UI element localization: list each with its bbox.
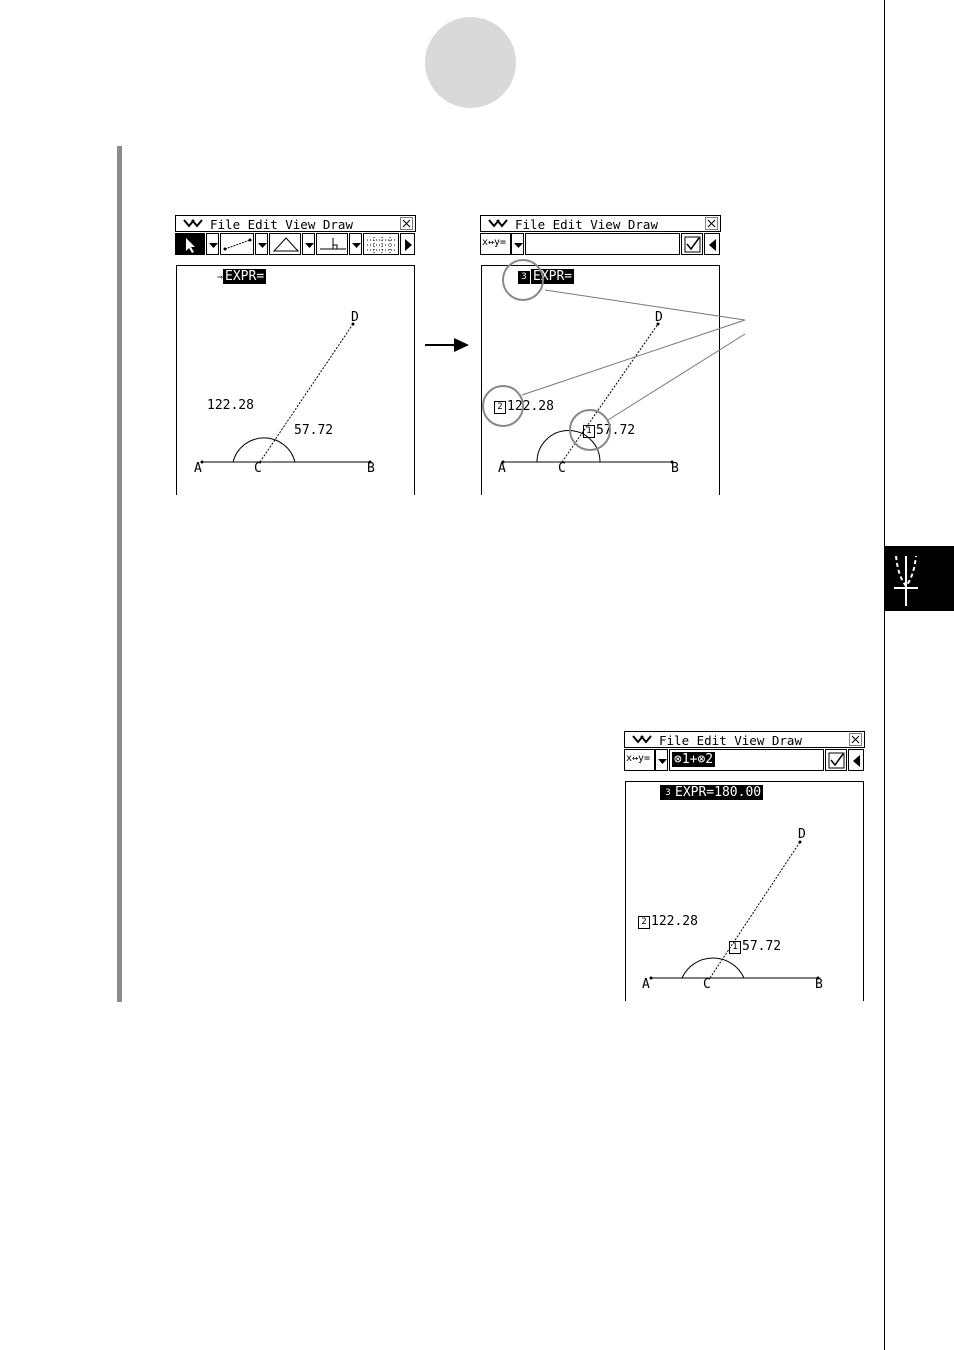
angle-measure-large[interactable]: 2 122.28 [638, 914, 698, 929]
point-label-d: D [351, 310, 359, 325]
variable-selector[interactable]: x↔y= [480, 233, 511, 255]
menu-bar [624, 731, 865, 748]
point-label-c: C [254, 461, 262, 476]
menu-chevron-icon[interactable] [631, 734, 653, 746]
expression-label[interactable]: 3 EXPR=180.00 [660, 785, 763, 800]
menu-items[interactable]: File Edit View Draw [210, 217, 353, 232]
close-icon[interactable] [849, 733, 862, 746]
point-label-b: B [815, 977, 823, 992]
point-label-c: C [703, 977, 711, 992]
angle-measure-small[interactable]: 57.72 [294, 423, 334, 438]
menu-items[interactable]: File Edit View Draw [515, 217, 658, 232]
toolbar-scroll-left-button[interactable] [848, 749, 864, 771]
menu-items[interactable]: File Edit View Draw [659, 733, 802, 748]
expression-label[interactable]: ⇒ EXPR= [217, 269, 265, 284]
point-label-a: A [194, 461, 202, 476]
angle-measure-small[interactable]: 1 57.72 [583, 423, 635, 438]
point-label-c: C [558, 461, 566, 476]
geometry-canvas[interactable] [625, 781, 864, 1001]
point-label-a: A [498, 461, 506, 476]
expression-label[interactable]: 3 EXPR= [518, 269, 574, 284]
variable-selector[interactable]: x↔y= [624, 749, 655, 771]
expression-toolbar [624, 749, 865, 773]
expression-input[interactable]: ⊗1+⊗2 [669, 749, 824, 771]
arrow-left-icon [849, 750, 865, 772]
variable-dropdown[interactable] [655, 749, 668, 771]
screenshot-3 [624, 731, 865, 1001]
geometry-figure [626, 782, 865, 1002]
callout-circle-expr [503, 260, 543, 300]
point-label-d: D [655, 310, 663, 325]
angle-measure-large[interactable]: 2 122.28 [494, 399, 554, 414]
point-label-b: B [367, 461, 375, 476]
checkmark-icon [826, 750, 848, 772]
point-label-d: D [798, 827, 806, 842]
callout-circle-angle2 [483, 386, 523, 426]
point-label-b: B [671, 461, 679, 476]
point-label-a: A [642, 977, 650, 992]
execute-button[interactable] [825, 749, 847, 771]
callout-circle-angle1 [570, 410, 610, 450]
angle-measure-small[interactable]: 1 57.72 [729, 939, 781, 954]
angle-measure-large[interactable]: 122.28 [207, 398, 254, 413]
